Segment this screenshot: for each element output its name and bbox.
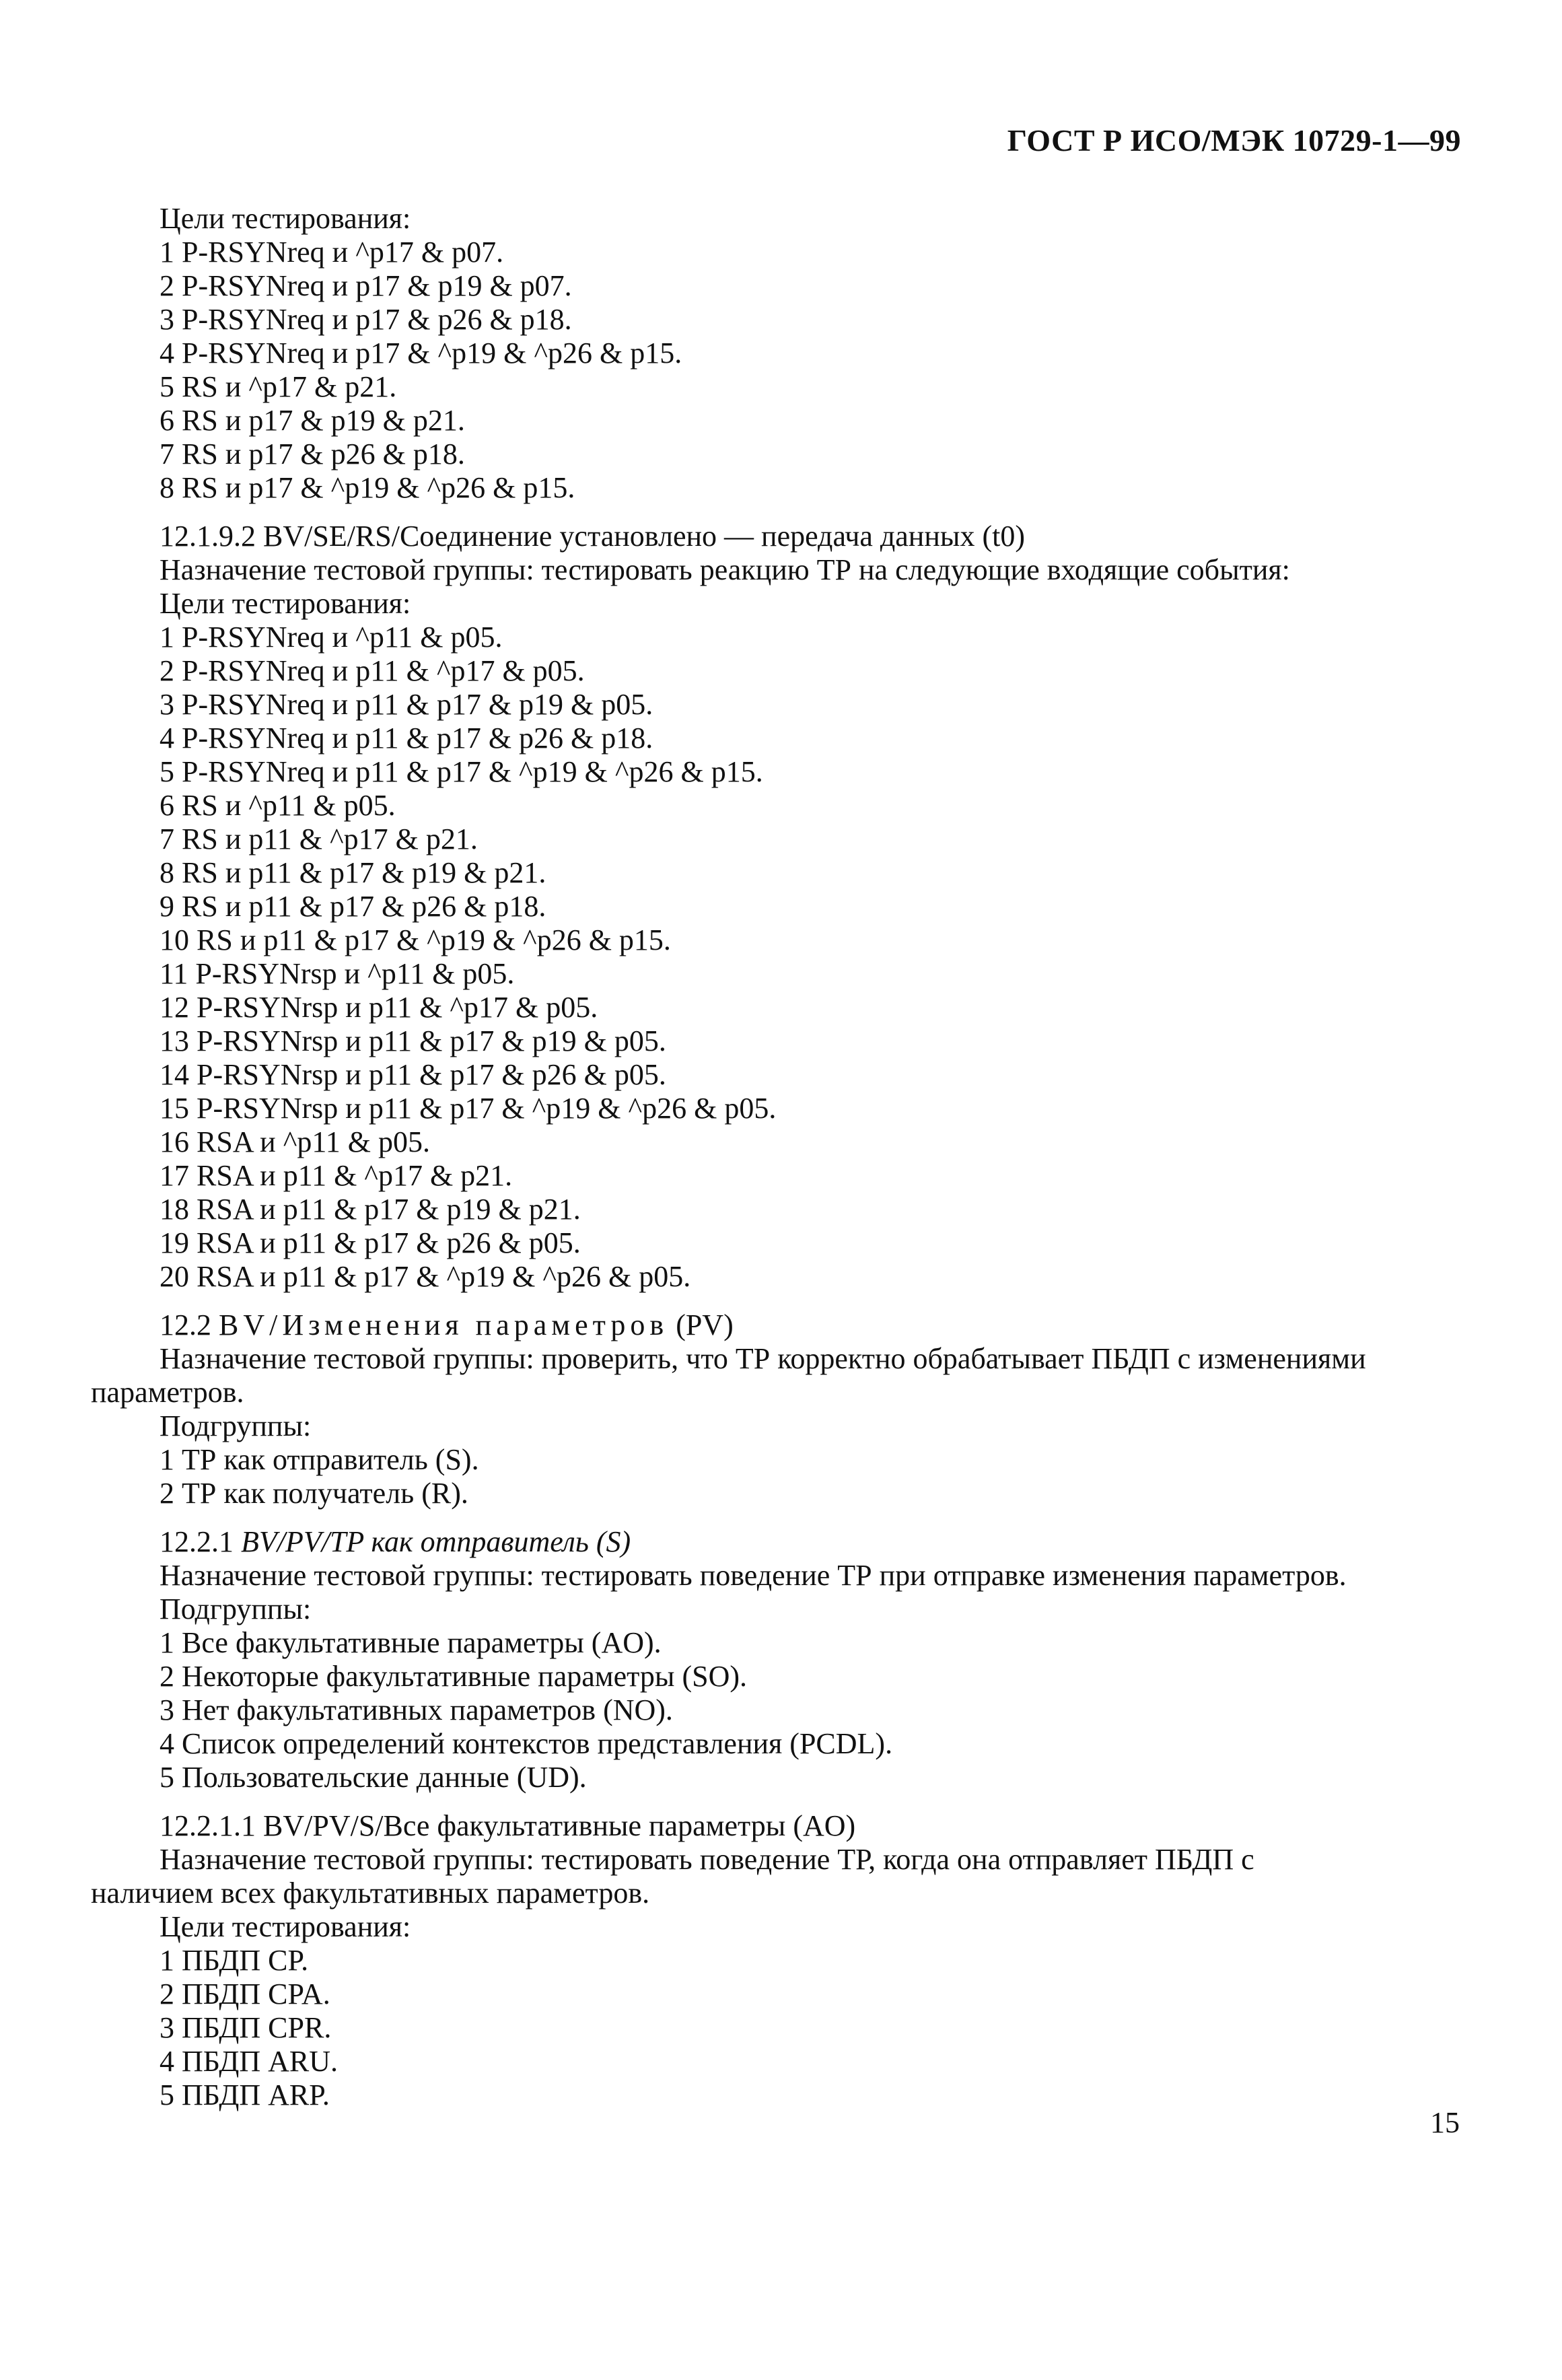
list-item: 5 Пользовательские данные (UD).: [159, 1761, 587, 1794]
list-item: 5 RS и ^p17 & p21.: [159, 370, 397, 403]
list-item: 3 ПБДП CPR.: [159, 2011, 332, 2044]
list-item: 2 P-RSYNreq и p11 & ^p17 & p05.: [159, 654, 585, 687]
section-title: [91, 1308, 1454, 1342]
list-item: 2 ПБДП CPA.: [159, 1978, 330, 2010]
list-item: 5 ПБДП ARP.: [159, 2078, 330, 2111]
section-purpose: Назначение тестовой группы: тестировать поведение ТР, когда она отправляет ПБДП с: [159, 1843, 1254, 1876]
section-title: [91, 1525, 1454, 1559]
list-item: 13 P-RSYNrsp и p11 & p17 & p19 & p05.: [159, 1024, 666, 1057]
list-item: 2 ТР как получатель (R).: [159, 1477, 468, 1510]
section-purpose: Назначение тестовой группы: проверить, что ТР корректно обрабатывает ПБДП с изменениями: [159, 1342, 1366, 1375]
list-item: 6 RS и ^p11 & p05.: [159, 789, 396, 822]
list-item: 14 P-RSYNrsp и p11 & p17 & p26 & p05.: [159, 1058, 666, 1091]
list-item: 1 ПБДП CP.: [159, 1944, 309, 1977]
section-purpose: Назначение тестовой группы: тестировать поведение ТР при отправке изменения параметров.: [159, 1559, 1347, 1592]
list-item: 3 P-RSYNreq и p11 & p17 & p19 & p05.: [159, 688, 653, 721]
list-item: 8 RS и p17 & ^p19 & ^p26 & p15.: [159, 471, 575, 504]
list-item: 11 P-RSYNrsp и ^p11 & p05.: [159, 957, 515, 990]
section-title-text: BV/Изменения параметров: [219, 1308, 669, 1341]
list-item: 4 ПБДП ARU.: [159, 2045, 339, 2078]
list-item: 18 RSA и p11 & p17 & p19 & p21.: [159, 1193, 581, 1226]
section-number: 12.2.1: [159, 1525, 234, 1558]
list-item: 16 RSA и ^p11 & p05.: [159, 1125, 430, 1158]
section-title: 12.1.9.2 BV/SE/RS/Соединение установлено — передача данных (t0): [159, 520, 1025, 553]
section-title: 12.2.1.1 BV/PV/S/Все факультативные параметры (AO): [159, 1809, 856, 1842]
section-heading: Цели тестирования:: [159, 1910, 411, 1943]
list-item: 5 P-RSYNreq и p11 & p17 & ^p19 & ^p26 & p15.: [159, 755, 763, 788]
list-item: 3 P-RSYNreq и p17 & p26 & p18.: [159, 303, 572, 336]
list-item: 1 Все факультативные параметры (AO).: [159, 1626, 662, 1659]
subgroups-heading: Подгруппы:: [159, 1409, 312, 1442]
list-item: 4 P-RSYNreq и p11 & p17 & p26 & p18.: [159, 722, 653, 755]
section-number: 12.2: [159, 1308, 211, 1341]
list-item: 20 RSA и p11 & p17 & ^p19 & ^p26 & p05.: [159, 1260, 691, 1293]
list-item: 4 P-RSYNreq и p17 & ^p19 & ^p26 & p15.: [159, 337, 682, 370]
section-heading: Цели тестирования:: [159, 587, 411, 620]
list-item: 10 RS и p11 & p17 & ^p19 & ^p26 & p15.: [159, 923, 671, 956]
list-item: 6 RS и p17 & p19 & p21.: [159, 404, 465, 437]
list-item: 1 ТР как отправитель (S).: [159, 1443, 479, 1476]
list-item: 8 RS и p11 & p17 & p19 & p21.: [159, 856, 546, 889]
list-item: 9 RS и p11 & p17 & p26 & p18.: [159, 890, 546, 923]
list-item: 1 P-RSYNreq и ^p17 & p07.: [159, 236, 504, 269]
list-item: 7 RS и p17 & p26 & p18.: [159, 438, 465, 470]
list-item: 1 P-RSYNreq и ^p11 & p05.: [159, 621, 503, 654]
list-item: 2 Некоторые факультативные параметры (SO).: [159, 1660, 748, 1693]
page-number: 15: [1430, 2106, 1460, 2139]
subgroups-heading: Подгруппы:: [159, 1593, 312, 1625]
list-item: 17 RSA и p11 & ^p17 & p21.: [159, 1159, 513, 1192]
list-item: 4 Список определений контекстов представления (PCDL).: [159, 1727, 893, 1760]
section-purpose-continued: наличием всех факультативных параметров.: [91, 1877, 650, 1910]
list-item: 7 RS и p11 & ^p17 & p21.: [159, 823, 478, 855]
section-heading: Цели тестирования:: [159, 202, 411, 235]
list-item: 19 RSA и p11 & p17 & p26 & p05.: [159, 1226, 581, 1259]
section-purpose: Назначение тестовой группы: тестировать реакцию ТР на следующие входящие события:: [159, 553, 1290, 586]
list-item: 12 P-RSYNrsp и p11 & ^p17 & p05.: [159, 991, 598, 1024]
section-purpose-continued: параметров.: [91, 1376, 244, 1409]
page-content: [91, 202, 1454, 2112]
section-abbr: (PV): [676, 1308, 734, 1341]
list-item: 3 Нет факультативных параметров (NO).: [159, 1693, 673, 1726]
list-item: 2 P-RSYNreq и p17 & p19 & p07.: [159, 269, 572, 302]
list-item: 15 P-RSYNrsp и p11 & p17 & ^p19 & ^p26 & p05.: [159, 1092, 777, 1125]
section-title-text: BV/PV/TP как отправитель (S): [241, 1525, 631, 1558]
document-header: ГОСТ Р ИСО/МЭК 10729-1—99: [1007, 123, 1461, 158]
